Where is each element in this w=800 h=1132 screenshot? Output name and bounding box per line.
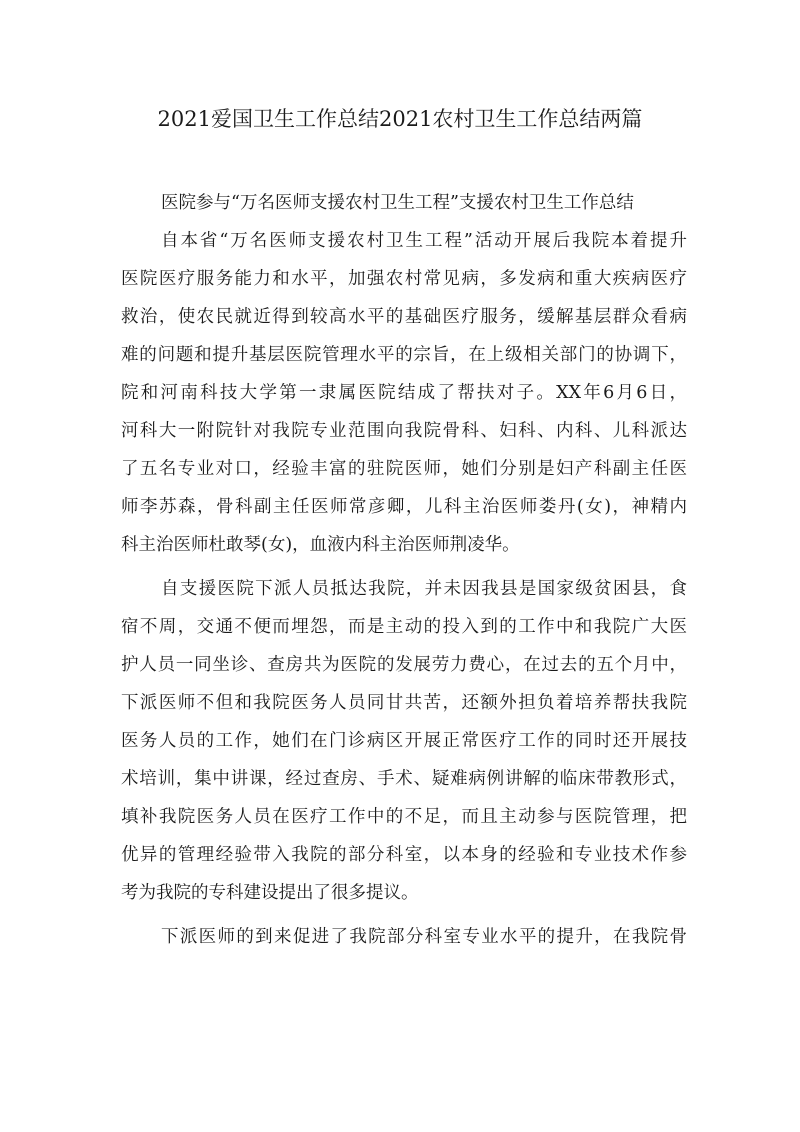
document-body: [121, 184, 687, 956]
paragraph-line: 考为我院的专科建设提出了很多提议。: [121, 883, 419, 903]
paragraph-line: 科主治医师杜敢琴(女)，血液内科主治医师荆凌华。: [121, 535, 520, 555]
paragraph-line: 院和河南科技大学第一隶属医院结成了帮扶对子。XX年6月6日，: [121, 383, 687, 403]
paragraph-line: 医务人员的工作，她们在门诊病区开展正常医疗工作的同时还开展技: [121, 731, 687, 751]
paragraph-line: 优异的管理经验带入我院的部分科室，以本身的经验和专业技术作参: [121, 845, 687, 865]
paragraph-line: 术培训，集中讲课，经过查房、手术、疑难病例讲解的临床带教形式，: [121, 769, 687, 789]
paragraph-line: 宿不周，交通不便而埋怨，而是主动的投入到的工作中和我院广大医: [121, 617, 687, 637]
paragraph-line: 护人员一同坐诊、查房共为医院的发展劳力费心，在过去的五个月中，: [121, 655, 687, 675]
document-title: 2021爱国卫生工作总结2021农村卫生工作总结两篇: [157, 107, 643, 131]
paragraph-line: 难的问题和提升基层医院管理水平的宗旨，在上级相关部门的协调下，: [121, 345, 687, 365]
paragraph-line: 自支援医院下派人员抵达我院，并未因我县是国家级贫困县，食: [161, 579, 687, 599]
paragraph-line: 师李苏森，骨科副主任医师常彦卿，儿科主治医师娄丹(女)，神精内: [121, 497, 687, 517]
section-subtitle: 医院参与“万名医师支援农村卫生工程”支援农村卫生工作总结: [161, 193, 634, 213]
paragraph-line: 自本省“万名医师支援农村卫生工程”活动开展后我院本着提升: [161, 231, 687, 251]
paragraph-line: 医院医疗服务能力和水平，加强农村常见病，多发病和重大疾病医疗: [121, 269, 687, 289]
paragraph-line: 下派医师的到来促进了我院部分科室专业水平的提升，在我院骨: [161, 927, 687, 947]
paragraph-line: 填补我院医务人员在医疗工作中的不足，而且主动参与医院管理，把: [121, 807, 687, 827]
paragraph-line: 了五名专业对口，经验丰富的驻院医师，她们分别是妇产科副主任医: [121, 459, 687, 479]
paragraph-line: 下派医师不但和我院医务人员同甘共苦，还额外担负着培养帮扶我院: [121, 693, 687, 713]
paragraph-line: 救治，使农民就近得到较高水平的基础医疗服务，缓解基层群众看病: [121, 307, 687, 327]
paragraph-line: 河科大一附院针对我院专业范围向我院骨科、妇科、内科、儿科派达: [121, 421, 687, 441]
